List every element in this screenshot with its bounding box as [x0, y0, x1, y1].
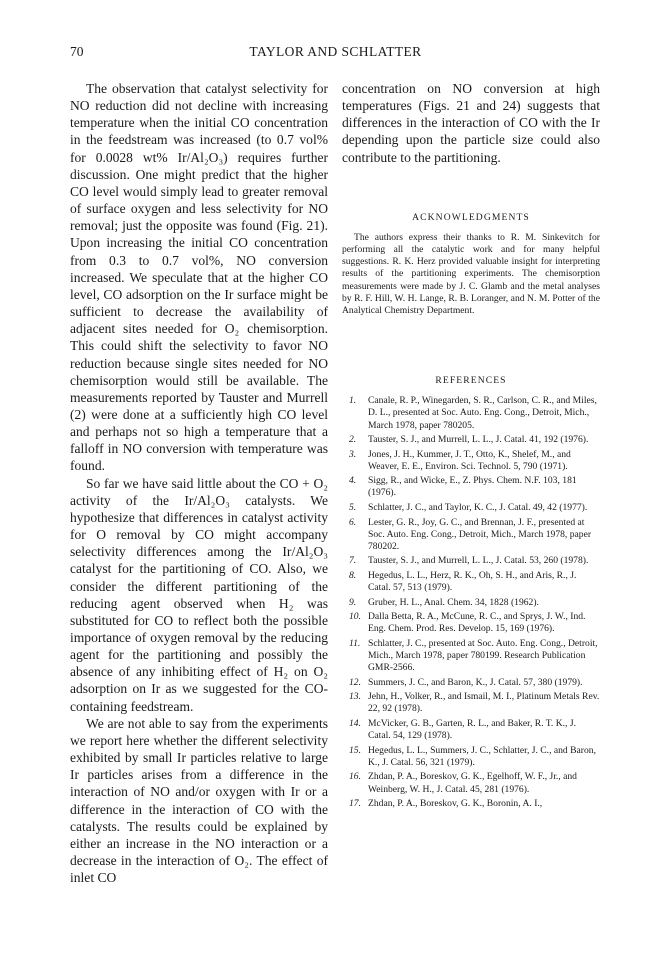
body-paragraph-continued: concentration on NO conversion at high temperatures (Figs. 21 and 24) suggests that differences in the interaction of CO with the Ir depending upon the particle size could also contribute to the partitioning. [342, 81, 600, 165]
reference-item [342, 570, 600, 594]
reference-text: Jones, J. H., Kummer, J. T., Otto, K., Shelef, M., and Weaver, E. E., Environ. Sci. Technol. 5, 790 (1971). [368, 448, 571, 472]
reference-number: 2. [349, 434, 357, 446]
body-paragraph: So far we have said little about the CO + O₂ activity of the Ir/Al₂O₃ catalysts. We hypothesize that differences in catalyst activity for O removal by CO might accompany selectivity differences among the Ir/Al₂O₃ catalyst for the partitioning of CO. Also, we consider the different partitioning of the reducing agent observed when H₂ was substituted for CO to reflect both the possible importance of oxygen removal by the reducing agent for the partitioning and possibly the absence of any inhibiting effect of H₂ on O₂ adsorption on Ir as we suggested for the CO-containing feedstream. [70, 475, 328, 714]
reference-number: 6. [349, 516, 357, 528]
reference-item [342, 475, 600, 499]
acknowledgments-heading: ACKNOWLEDGMENTS [412, 211, 530, 223]
reference-number: 16. [349, 771, 361, 783]
reference-item [342, 745, 600, 769]
reference-number: 12. [349, 676, 361, 688]
reference-item [342, 798, 600, 810]
reference-text: Hegedus, L. L., Summers, J. C., Schlatter, J. C., and Baron, K., J. Catal. 56, 321 (1979). [368, 744, 596, 768]
reference-text: Gruber, H. L., Anal. Chem. 34, 1828 (1962). [368, 596, 539, 608]
reference-text: Zhdan, P. A., Boreskov, G. K., Egelhoff, W. F., Jr., and Weinberg, W. H., J. Catal. 45, 281 (1976). [368, 771, 577, 795]
reference-number: 11. [349, 637, 361, 649]
reference-number: 1. [349, 395, 357, 407]
body-paragraph: The observation that catalyst selectivity for NO reduction did not decline with increasing temperature when the initial CO concentration in the feedstream was increased (to 0.7 vol% for 0.0028 wt% Ir/Al₂O₃) requires further discussion. One might predict that the higher CO level would simply lead to greater removal of surface oxygen and less selectivity for NO removal; just the opposite was found (Fig. 21). Upon increasing the initial CO concentration from 0.3 to 0.7 vol%, NO conversion increased. We speculate that at the higher CO level, CO adsorption on the Ir surface might be sufficient to decrease the availability of adjacent sites needed for O₂ chemisorption. This could shift the selectivity to favor NO reduction because single sites needed for NO chemisorption would still be available. The measurements reported by Tauster and Murrell (2) were done at a sufficiently high CO level and perhaps not so high a temperature that a falloff in NO conversion with temperature was found. [70, 81, 328, 474]
reference-item [342, 395, 600, 431]
reference-text: Tauster, S. J., and Murrell, L. L., J. Catal. 53, 260 (1978). [368, 555, 589, 567]
reference-text: Summers, J. C., and Baron, K., J. Catal. 57, 380 (1979). [368, 676, 583, 688]
reference-item [342, 611, 600, 635]
reference-number: 15. [349, 744, 361, 756]
body-paragraph: We are not able to say from the experiments we report here whether the different selectivity exhibited by small Ir particles relative to large Ir particles arises from a difference in the interaction of NO and/or oxygen with Ir or a difference in the interaction of CO with the catalysts. The results could be explained by either an increase in the NO interaction or a decrease in the interaction of O₂. The effect of inlet CO [70, 715, 328, 886]
reference-text: Schlatter, J. C., presented at Soc. Auto. Eng. Cong., Detroit, Mich., March 1978, paper 780199. Research Publication GMR-2566. [368, 637, 598, 674]
reference-item [342, 691, 600, 715]
reference-text: Canale, R. P., Winegarden, S. R., Carlson, C. R., and Miles, D. L., presented at Soc. Auto. Eng. Cong., Detroit, Mich., March 1978, paper 780205. [368, 395, 597, 431]
reference-number: 3. [349, 448, 357, 460]
references-heading: REFERENCES [435, 375, 507, 387]
reference-number: 7. [349, 555, 357, 567]
reference-item [342, 638, 600, 674]
reference-number: 4. [349, 475, 357, 487]
running-title: TAYLOR AND SCHLATTER [249, 44, 422, 59]
reference-item [342, 771, 600, 795]
reference-text: Schlatter, J. C., and Taylor, K. C., J. Catal. 49, 42 (1977). [368, 502, 588, 514]
acknowledgments-text: The authors express their thanks to R. M. Sinkevitch for performing all the catalytic work and for many helpful suggestions. R. K. Herz provided valuable insight for interpreting results of the partitioning experiments. The chemisorption measurements were made by J. C. Glamb and the metal analyses by R. F. Hill, W. H. Lange, R. B. Loranger, and N. M. Potter of the Analytical Chemistry Department. [342, 231, 600, 316]
reference-number: 8. [349, 569, 357, 581]
reference-item [342, 434, 600, 446]
reference-item [342, 555, 600, 567]
reference-item [342, 449, 600, 473]
right-column [342, 80, 600, 813]
reference-item [342, 718, 600, 742]
reference-number: 17. [349, 798, 361, 810]
reference-text: Zhdan, P. A., Boreskov, G. K., Boronin, A. I., [368, 798, 543, 810]
reference-text: McVicker, G. B., Garten, R. L., and Baker, R. T. K., J. Catal. 54, 129 (1978). [368, 718, 576, 742]
reference-item [342, 677, 600, 689]
reference-text: Lester, G. R., Joy, G. C., and Brennan, J. F., presented at Soc. Auto. Eng. Cong., Detroit, Mich., March 1978, paper 780202. [368, 516, 592, 552]
reference-number: 14. [349, 718, 361, 730]
page-number: 70 [70, 44, 84, 59]
reference-number: 9. [349, 596, 357, 608]
reference-text: Hegedus, L. L., Herz, R. K., Oh, S. H., and Aris, R., J. Catal. 57, 513 (1979). [368, 569, 577, 594]
reference-text: Sigg, R., and Wicke, E., Z. Phys. Chem. N.F. 103, 181 (1976). [368, 475, 577, 499]
reference-item [342, 502, 600, 514]
reference-text: Tauster, S. J., and Murrell, L. L., J. Catal. 41, 192 (1976). [368, 434, 589, 446]
reference-item [342, 517, 600, 553]
reference-text: Jehn, H., Volker, R., and Ismail, M. I., Platinum Metals Rev. 22, 92 (1978). [368, 691, 600, 715]
reference-number: 5. [349, 502, 357, 514]
reference-text: Dalla Betta, R. A., McCune, R. C., and Sprys, J. W., Ind. Eng. Chem. Prod. Res. Develop. 15, 169 (1976). [368, 611, 586, 635]
reference-number: 13. [349, 691, 361, 703]
reference-number: 10. [349, 611, 361, 623]
reference-item [342, 597, 600, 609]
page-header [70, 44, 601, 62]
left-column [70, 80, 328, 886]
references-list [342, 395, 600, 810]
